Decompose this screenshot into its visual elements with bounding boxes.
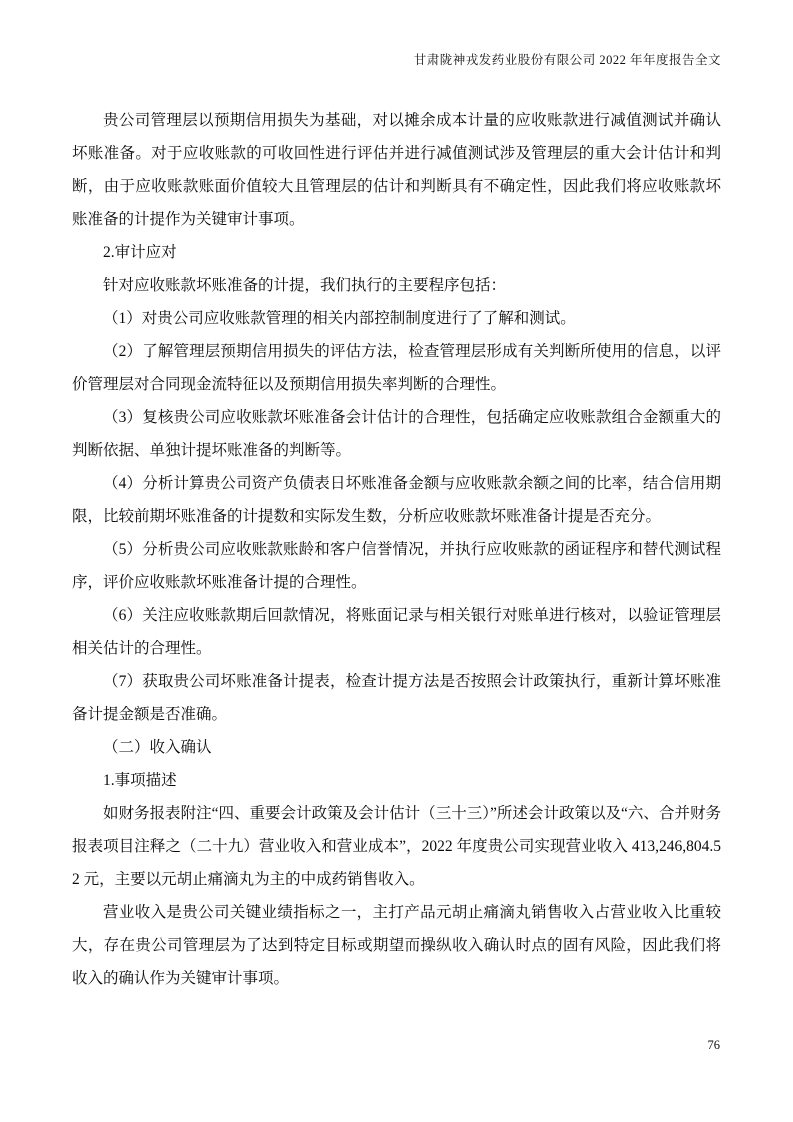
list-item-procedure-3: （3）复核贵公司应收账款坏账准备会计估计的合理性，包括确定应收账款组合金额重大的判断依据、单独计提坏账准备的判断等。 (72, 409, 721, 459)
paragraph-bad-debt-overview: 贵公司管理层以预期信用损失为基础，对以摊余成本计量的应收账款进行减值测试并确认坏账准备。对于应收账款的可收回性进行评估并进行减值测试涉及管理层的重大会计估计和判断，由于应收账款账面价值较大且管理层的估计和判断具有不确定性，因此我们将应收账款坏账准备的计提作为关键审计事项。 (72, 112, 721, 228)
list-item-procedure-6: （6）关注应收账款期后回款情况，将账面记录与相关银行对账单进行核对，以验证管理层相关估计的合理性。 (72, 607, 721, 657)
document-body (72, 104, 721, 995)
section-heading-revenue-recognition: （二）收入确认 (103, 739, 212, 756)
list-item-procedure-2: （2）了解管理层预期信用损失的评估方法，检查管理层形成有关判断所使用的信息，以评价管理层对合同现金流特征以及预期信用损失率判断的合理性。 (72, 343, 721, 393)
list-item-procedure-4: （4）分析计算贵公司资产负债表日坏账准备金额与应收账款余额之间的比率，结合信用期限，比较前期坏账准备的计提数和实际发生数，分析应收账款坏账准备计提是否充分。 (72, 475, 721, 525)
paragraph-revenue-figures: 如财务报表附注“四、重要会计政策及会计估计（三十三）”所述会计政策以及“六、合并财务报表项目注释之（二十九）营业收入和营业成本”，2022 年度贵公司实现营业收入 413,246,804.52 元，主要以元胡止痛滴丸为主的中成药销售收入。 (72, 805, 721, 888)
list-item-procedure-1: （1）对贵公司应收账款管理的相关内部控制制度进行了了解和测试。 (103, 310, 576, 327)
paragraph-procedures-intro: 针对应收账款坏账准备的计提，我们执行的主要程序包括： (103, 277, 507, 294)
list-item-procedure-5: （5）分析贵公司应收账款账龄和客户信誉情况，并执行应收账款的函证程序和替代测试程序，评价应收账款坏账准备计提的合理性。 (72, 541, 721, 591)
paragraph-revenue-risk: 营业收入是贵公司关键业绩指标之一，主打产品元胡止痛滴丸销售收入占营业收入比重较大，存在贵公司管理层为了达到特定目标或期望而操纵收入确认时点的固有风险，因此我们将收入的确认作为关键审计事项。 (72, 904, 721, 987)
page-number: 76 (707, 1038, 720, 1052)
list-item-procedure-7: （7）获取贵公司坏账准备计提表，检查计提方法是否按照会计政策执行，重新计算坏账准备计提金额是否准确。 (72, 673, 721, 723)
report-header-title: 甘肃陇神戎发药业股份有限公司 2022 年年度报告全文 (413, 53, 721, 67)
section-heading-matter-description: 1.事项描述 (103, 772, 177, 789)
section-heading-audit-response: 2.审计应对 (103, 244, 177, 261)
